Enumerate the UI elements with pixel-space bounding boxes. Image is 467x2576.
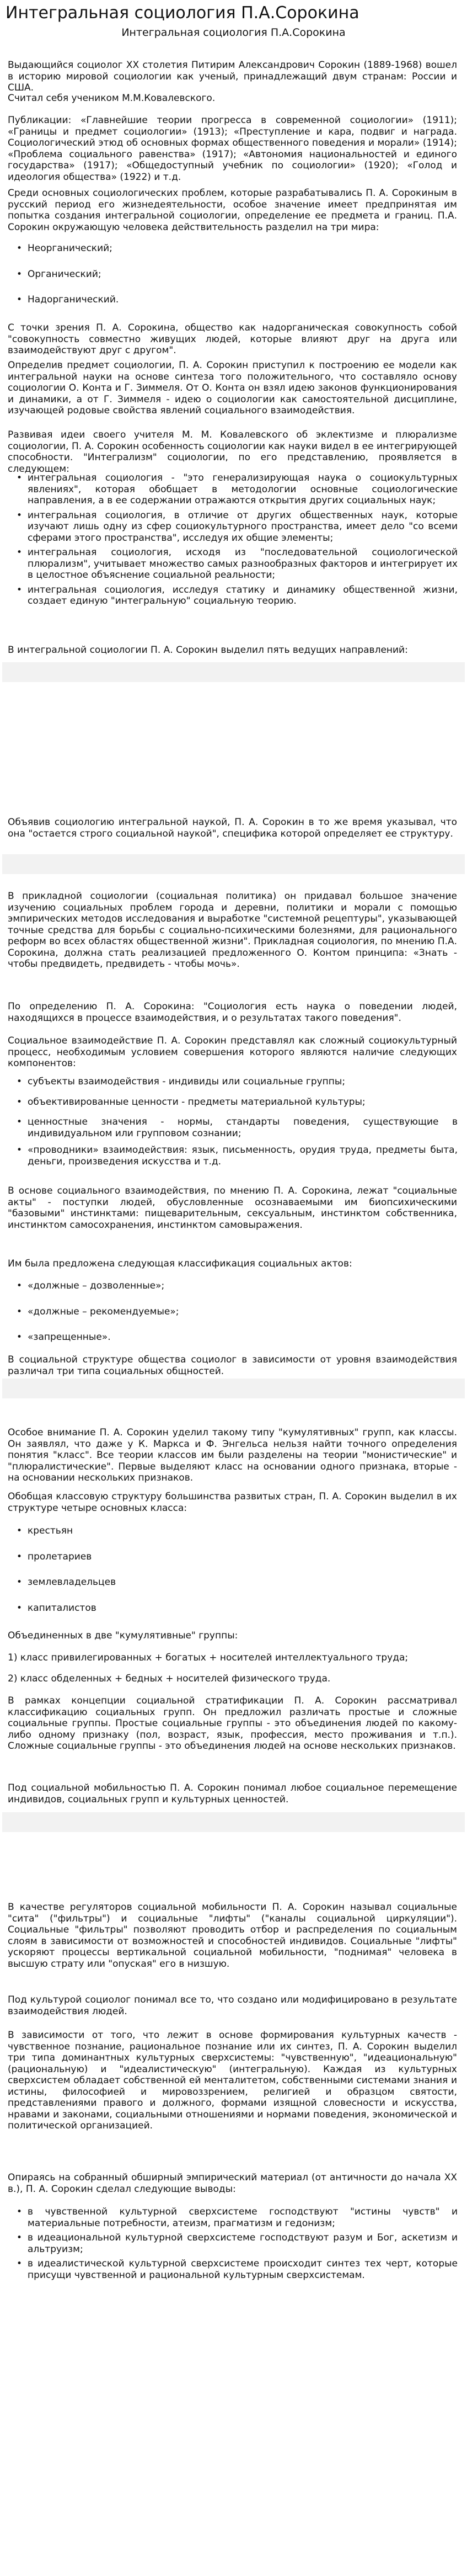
worlds-list xyxy=(17,243,458,320)
class-structure-paragraph: Обобщая классовую структуру большинства развитых стран, П. А. Сорокин выделил в их структуре четыре основных класса: xyxy=(8,1491,457,1514)
directions-placeholder xyxy=(2,662,465,682)
cumulative-group-1: 1) класс привилегированных + богатых + носителей интеллектуального труда; xyxy=(8,1652,409,1663)
definition-paragraph: По определению П. А. Сорокина: "Социология есть наука о поведении людей, находящихся в процессе взаимодействия, и о результатах такого поведения". xyxy=(8,1001,457,1024)
supersystems-paragraph: В зависимости от того, что лежит в основе формирования культурных качеств - чувственное познание, рациональное познание или их синтез, П. А. Сорокин выделил три типа доминантных культурных сверхсистемы: "чувственную", "идеациональную" (рациональную) и "идеалистическую" (интегральную). Каждая из культурных сверхсистем обладает собственной ей менталитетом, собственными системами знания и истины, философией и мировоззрением, религией и образцом святости, представлениями правого и должного, формами изящной словесности и искусства, нравами и законами, социальными отношениями и нормами поведения, экономической и политической организацией. xyxy=(8,2030,457,2131)
model-paragraph: Определив предмет социологии, П. А. Сорокин приступил к построению ее модели как интегральной науки на основе синтеза того положительного, что составляло основу социологии О. Конта и Г. Зиммеля. От О. Конта он взял идею законов функционирования и динамики, а от Г. Зиммеля - идею о социологии как самостоятельной дисциплине, изучающей родовые свойства явлений социального взаимодействия. xyxy=(8,360,457,416)
list-item: • ценностные значения - нормы, стандарты поведения, существующие в индивидуальном или групповом сознании; xyxy=(17,1116,458,1139)
list-item: • пролетариев xyxy=(17,1551,458,1563)
list-item: • «должные – рекомендуемые»; xyxy=(17,1306,458,1318)
society-paragraph: С точки зрения П. А. Сорокина, общество как надорганическая совокупность собой "совокупность совместно живущих людей, которые влияют друг на друга или взаимодействуют друг с другом". xyxy=(8,322,457,356)
applied-paragraph: В прикладной социологии (социальная политика) он придавал большое значение изучению социальных проблем города и деревни, политики и морали с помощью эмпирических методов исследования и выработке "системной рецептуры", указывающей точные средства для борьбы с социально-психическими болезнями, для рационального реформ во всех областях общественной жизни". Прикладная социология, по мнению П.А. Сорокина, должна стать реализацией предложенного О. Контом принципа: «Знать - чтобы предвидеть, предвидеть - чтобы мочь». xyxy=(8,891,457,970)
bio-paragraph: Выдающийся социолог XX столетия Питирим Александрович Сорокин (1889-1968) вошел в историю мировой социологии как ученый, принадлежащий двум странам: России и США. xyxy=(8,60,457,93)
list-item: • объективированные ценности - предметы материальной культуры; xyxy=(17,1097,458,1108)
list-item: • субъекты взаимодействия - индивиды или социальные группы; xyxy=(17,1076,458,1088)
pluralism-paragraph: Развивая идеи своего учителя М. М. Ковалевского об эклектизме и плюрализме социологии, П. А. Сорокин особенность социологии как науки видел в ее интегрирующей способности. "Интегрализм" социологии, по его представлению, проявляется в следующем: xyxy=(8,429,457,475)
mobility-placeholder xyxy=(2,1812,465,1832)
list-item: • Органический; xyxy=(17,269,458,280)
list-item: • землевладельцев xyxy=(17,1577,458,1588)
integralism-list xyxy=(17,472,458,607)
list-item: • «проводники» взаимодействия: язык, письменность, орудия труда, предметы быта, деньги, произведения искусства и т.д. xyxy=(17,1145,458,1167)
page-subtitle: Интегральная социология П.А.Сорокина xyxy=(121,26,346,39)
classification-paragraph: Им была предложена следующая классификация социальных актов: xyxy=(8,1258,352,1269)
list-item: • «должные – дозволенные»; xyxy=(17,1280,458,1292)
communities-placeholder xyxy=(2,1379,465,1398)
components-list xyxy=(17,1076,458,1167)
conclusions-intro: Опираясь на собранный обширный эмпирический материал (от античности до начала XX в.), П. А. Сорокин сделал следующие выводы: xyxy=(8,2172,457,2195)
interaction-paragraph: Социальное взаимодействие П. А. Сорокин представлял как сложный социокультурный процесс, необходимым условием совершения которого являются наличие следующих компонентов: xyxy=(8,1035,457,1069)
list-item: • интегральная социология, в отличие от других общественных наук, которые изучают лишь одну из сфер социокультурного пространства, имеет дело "со всеми сферами этого пространства", исследуя их общие элементы; xyxy=(17,510,458,544)
list-item: • интегральная социология - "это генерализирующая наука о социокультурных явлениях", которая обобщает в методологии основные социологические направления, а в ее содержании отражаются открытия других социальных наук; xyxy=(17,472,458,507)
regulators-paragraph: В качестве регуляторов социальной мобильности П. А. Сорокин называл социальные "сита" ("фильтры") и социальные "лифты" ("каналы социальной циркуляции"). Социальные "фильтры" позволяют проводить отбор и распределения по социальным слоям в зависимости от возможностей и способностей индивидов. Социальные "лифты" ускоряют процессы вертикальной социальной мобильности, "поднимая" человека в высшую страту или "опуская" его в низшую. xyxy=(8,1902,457,1970)
structure-paragraph: В социальной структуре общества социолог в зависимости от уровня взаимодействия различал три типа социальных общностей. xyxy=(8,1354,457,1377)
list-item: • Неорганический; xyxy=(17,243,458,254)
classes-paragraph: Особое внимание П. А. Сорокин уделил такому типу "кумулятивных" групп, как классы. Он заявлял, что даже у К. Маркса и Ф. Энгельса нельзя найти точного определения понятия "класс". Все теории классов им были разделены на теории "монистические" и "плюралистические". Первые выделяют класс на основании одного признака, вторые - на основании нескольких признаков. xyxy=(8,1427,457,1483)
list-item: • интегральная социология, исследуя статику и динамику общественной жизни, создает единую "интегральную" социальную теорию. xyxy=(17,584,458,607)
list-item: • в идеациональной культурной сверхсистеме господствуют разум и Бог, аскетизм и альтруизм; xyxy=(17,2232,458,2255)
cumulative-intro: Объединенных в две "кумулятивные" группы: xyxy=(8,1630,238,1641)
act-types-list xyxy=(17,1280,458,1358)
list-item: • в идеалистической культурной сверхсистеме происходит синтез тех черт, которые присущи чувственной и рациональной культурным сверхсистемам. xyxy=(17,2258,458,2281)
stratification-paragraph: В рамках концепции социальной стратификации П. А. Сорокин рассматривал классификацию социальных групп. Он предложил различать простые и сложные социальные группы. Простые социальные группы - это объединения людей по какому-либо одному признаку (пол, возраст, язык, профессия, место проживания и т.п.). Сложные социальные группы - это объединения людей на основе нескольких признаков. xyxy=(8,1695,457,1752)
publications-paragraph: Публикации: «Главнейшие теории прогресса в современной социологии» (1911); «Границы и предмет социологии» (1913); «Преступление и кара, подвиг и награда. Социологический этюд об основных формах общественного поведения и морали» (1914); «Проблема социального равенства» (1917); «Автономия национальностей и единого государства» (1917); «Общедоступный учебник по социологии» (1920); «Голод и идеология общества» (1922) и т.д. xyxy=(8,115,457,183)
problems-paragraph: Среди основных социологических проблем, которые разрабатывались П. А. Сорокиным в русский период его жизнедеятельности, особое значение имеет предпринятая им попытка создания интегральной социологии, определение ее предмета и границ. П.А. Сорокин окружающую человека действительность разделил на три мира: xyxy=(8,188,457,233)
science-paragraph: Объявив социологию интегральной наукой, П. А. Сорокин в то же время указывал, что она "остается строго социальной наукой", специфика которой определяет ее структуру. xyxy=(8,817,457,839)
acts-paragraph: В основе социального взаимодействия, по мнению П. А. Сорокина, лежат "социальные акты" - поступки людей, обусловленные осознаваемыми им биопсихическими "базовыми" инстинктами: пищеварительным, сексуальным, инстинктом собственника, инстинктом самосохранения, инстинктом самовыражения. xyxy=(8,1185,457,1231)
list-item: • «запрещенные». xyxy=(17,1332,458,1343)
class-list xyxy=(17,1525,458,1628)
structure-placeholder xyxy=(2,854,465,874)
list-item: • капиталистов xyxy=(17,1603,458,1614)
list-item: • Надорганический. xyxy=(17,294,458,306)
cumulative-group-2: 2) класс обделенных + бедных + носителей физического труда. xyxy=(8,1673,331,1684)
list-item: • интегральная социология, исходя из "последовательной социологической плюрализм", учитывает множество самых разнообразных факторов и интегрирует их в целостное объяснение социальной реальности; xyxy=(17,547,458,581)
conclusions-list xyxy=(17,2206,458,2281)
directions-paragraph: В интегральной социологии П. А. Сорокин выделил пять ведущих направлений: xyxy=(8,645,408,656)
student-paragraph: Считал себя учеником М.М.Ковалевского. xyxy=(8,93,216,104)
culture-paragraph: Под культурой социолог понимал все то, что создано или модифицировано в результате взаимодействия людей. xyxy=(8,1994,457,2017)
mobility-paragraph: Под социальной мобильностью П. А. Сорокин понимал любое социальное перемещение индивидов, социальных групп и культурных ценностей. xyxy=(8,1782,457,1805)
list-item: • в чувственной культурной сверхсистеме господствуют "истины чувств" и материальные потребности, атеизм, прагматизм и гедонизм; xyxy=(17,2206,458,2229)
list-item: • крестьян xyxy=(17,1525,458,1537)
page-title: Интегральная социология П.А.Сорокина xyxy=(6,3,359,23)
